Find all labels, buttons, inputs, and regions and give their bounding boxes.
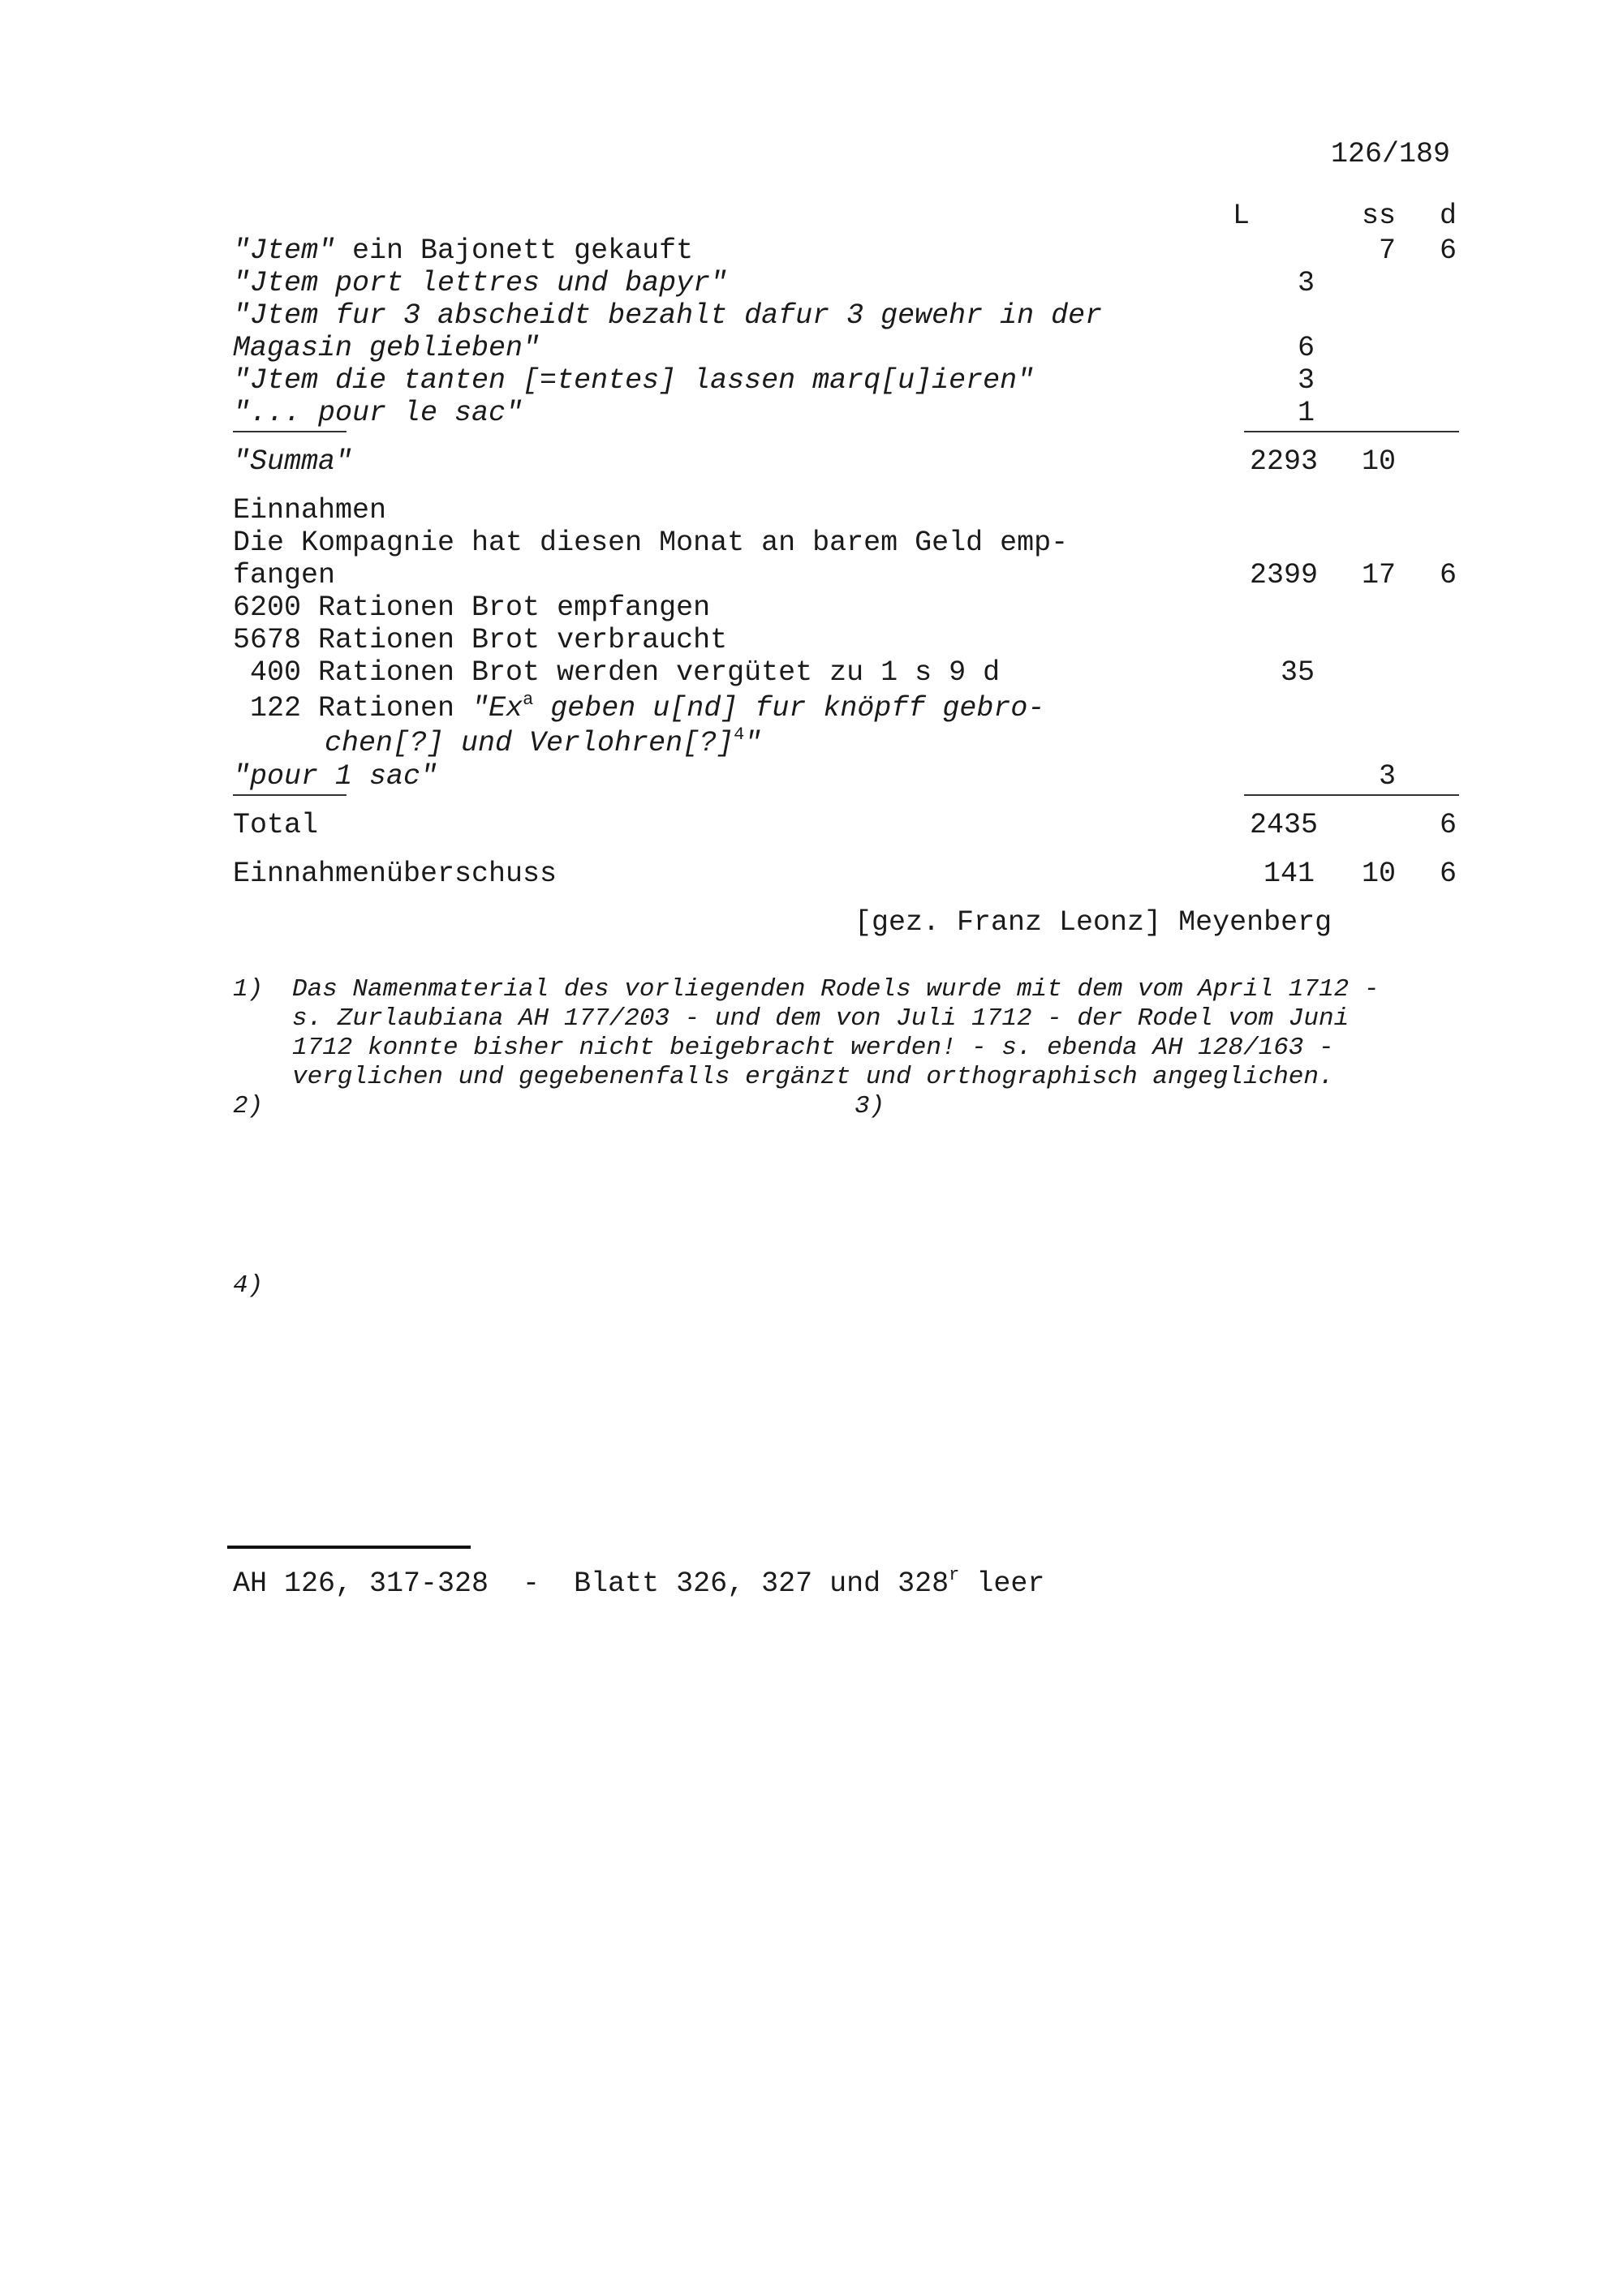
source-rule [227, 1546, 471, 1549]
expense-row-text: "Jtem" ein Bajonett gekauft [233, 234, 694, 267]
bread-received-line: 6200 Rationen Brot empfangen [233, 591, 711, 624]
surplus-label: Einnahmenüberschuss [233, 858, 558, 890]
signature: [gez. Franz Leonz] Meyenberg [855, 906, 1332, 939]
extra-rations-line-cont: chen[?] und Verlohren[?]$^4$" [325, 724, 762, 759]
income-ss: 17 [1361, 559, 1396, 591]
footnote-text: s. Zurlaubiana AH 177/203 - und dem von Juli 1712 - der Rodel vom Juni [292, 1004, 1350, 1033]
underline-rule [233, 794, 347, 796]
bread-paid-l: 35 [1280, 656, 1315, 689]
income-line: Die Kompagnie hat diesen Monat an barem Geld emp- [233, 527, 1069, 559]
summa-ss: 10 [1361, 445, 1396, 478]
surplus-ss: 10 [1361, 858, 1396, 890]
total-label: Total [233, 809, 319, 841]
sum-rule [1244, 431, 1459, 432]
expense-row-text-cont: Magasin geblieben" [233, 332, 540, 364]
income-heading: Einnahmen [233, 494, 387, 527]
expense-row-d: 6 [1439, 234, 1457, 267]
surplus-l: 141 [1263, 858, 1315, 890]
expense-row-l: 1 [1297, 397, 1315, 429]
expense-row-l: 3 [1297, 267, 1315, 299]
summa-l: 2293 [1250, 445, 1319, 478]
page-number: 126/189 [1331, 138, 1451, 170]
bread-used-line: 5678 Rationen Brot verbraucht [233, 624, 728, 656]
sac-ss: 3 [1378, 760, 1396, 793]
income-d: 6 [1439, 559, 1457, 591]
total-d: 6 [1439, 809, 1457, 841]
underline-rule [233, 431, 347, 432]
extra-rations-line: 122 Rationen "Ex$^a$ geben u[nd] fur knöpff gebro- [233, 690, 1045, 724]
source-reference: AH 126, 317-328 - Blatt 326, 327 und 328$^r$ leer [233, 1565, 1045, 1600]
expense-row-l: 3 [1297, 364, 1315, 397]
summa-label: "Summa" [233, 445, 353, 478]
expense-row-text: "Jtem die tanten [=tentes] lassen marq[u]ieren" [233, 364, 1035, 397]
footnote-text: 1712 konnte bisher nicht beigebracht werden! - s. ebenda AH 128/163 - [292, 1034, 1334, 1062]
bread-paid-line: 400 Rationen Brot werden vergütet zu 1 s 9 d [233, 656, 1001, 689]
total-l: 2435 [1250, 809, 1319, 841]
expense-row-ss: 7 [1378, 234, 1396, 267]
column-header-ss: ss [1361, 200, 1396, 232]
surplus-d: 6 [1439, 858, 1457, 890]
column-header-d: d [1439, 200, 1457, 232]
footnote-number: 4) [233, 1271, 264, 1300]
footnote-number: 3) [855, 1092, 885, 1120]
income-line: fangen [233, 559, 336, 591]
expense-row-text: "Jtem fur 3 abscheidt bezahlt dafur 3 gewehr in der [233, 299, 1103, 332]
income-l: 2399 [1250, 559, 1319, 591]
expense-row-l: 6 [1297, 332, 1315, 364]
footnote-number: 2) [233, 1092, 264, 1120]
expense-row-text: "Jtem port lettres und bapyr" [233, 267, 728, 299]
footnote-text: Das Namenmaterial des vorliegenden Rodels wurde mit dem vom April 1712 - [292, 975, 1380, 1004]
expense-row-text: "... pour le sac" [233, 397, 523, 429]
sum-rule [1244, 794, 1459, 796]
column-header-l: L [1232, 200, 1250, 232]
footnote-number: 1) [233, 975, 264, 1004]
footnote-text: verglichen und gegebenenfalls ergänzt und orthographisch angeglichen. [292, 1063, 1334, 1091]
sac-label: "pour 1 sac" [233, 760, 438, 793]
